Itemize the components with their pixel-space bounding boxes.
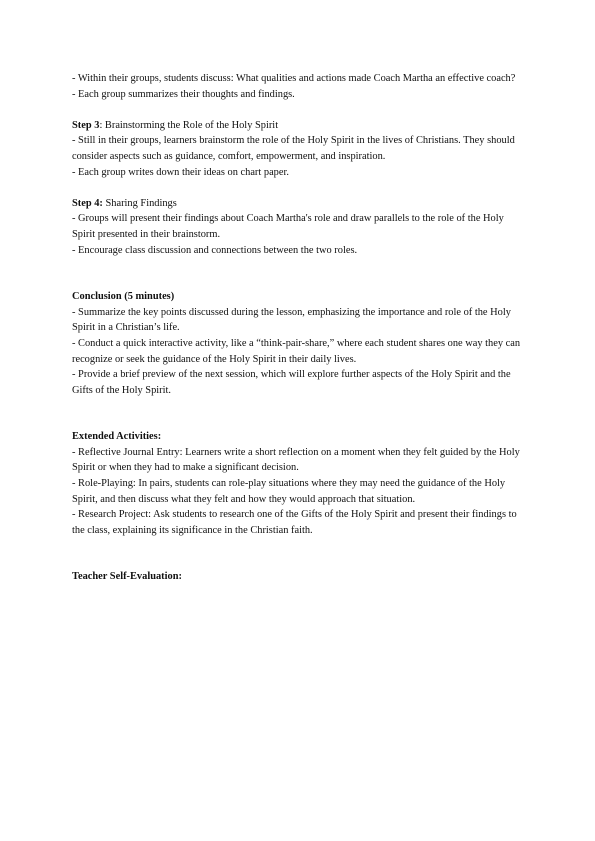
extended-line-3: - Research Project: Ask students to research one of the Gifts of the Holy Spirit and present their findings to the class, explaining its significance in the Christian faith. [72,509,517,536]
document-page [72,71,527,585]
self-eval-heading: Teacher Self-Evaluation: [72,571,182,583]
self-eval-block [72,569,527,585]
step3-line-1: - Still in their groups, learners brainstorm the role of the Holy Spirit in the lives of Christians. They should consider aspects such as guidance, comfort, empowerment, and inspiration. [72,135,515,162]
conclusion-heading: Conclusion (5 minutes) [72,291,175,303]
extended-line-2: - Role-Playing: In pairs, students can role-play situations where they may need the guidance of the Holy Spirit, and then discuss what they felt and how they would approach that situation. [72,478,506,505]
conclusion-line-1: - Summarize the key points discussed during the lesson, emphasizing the importance and role of the Holy Spirit in a Christian’s life. [72,306,511,334]
intro-line-2: - Each group summarizes their thoughts and findings. [72,88,295,100]
step3-label: Step 3 [72,119,100,131]
extended-heading: Extended Activities: [72,431,162,443]
extended-line-1: - Reflective Journal Entry: Learners write a short reflection on a moment when they felt guided by the Holy Spirit or when they had to make a significant decision. [72,446,520,474]
step4-line-2: - Encourage class discussion and connections between the two roles. [72,244,358,256]
extended-block [72,429,527,538]
intro-block [72,71,527,102]
step3-title: : Brainstorming the Role of the Holy Spirit [99,119,279,131]
intro-line-1: - Within their groups, students discuss: What qualities and actions made Coach Martha an effective coach? [72,73,516,84]
conclusion-block [72,289,527,398]
step4-block [72,196,527,258]
conclusion-line-2: - Conduct a quick interactive activity, like a “think-pair-share,” where each student shares one way they can recognize or seek the guidance of the Holy Spirit in their daily lives. [72,337,521,365]
step4-line-1: - Groups will present their findings about Coach Martha's role and draw parallels to the role of the Holy Spirit presented in their brainstorm. [72,213,504,240]
step4-label: Step 4: [72,197,103,209]
step4-heading [72,196,527,212]
step3-heading [72,118,527,134]
step3-block [72,118,527,180]
step3-line-2: - Each group writes down their ideas on chart paper. [72,166,289,178]
step4-title: Sharing Findings [102,197,177,209]
conclusion-line-3: - Provide a brief preview of the next session, which will explore further aspects of the Holy Spirit and the Gifts of the Holy Spirit. [72,369,511,396]
